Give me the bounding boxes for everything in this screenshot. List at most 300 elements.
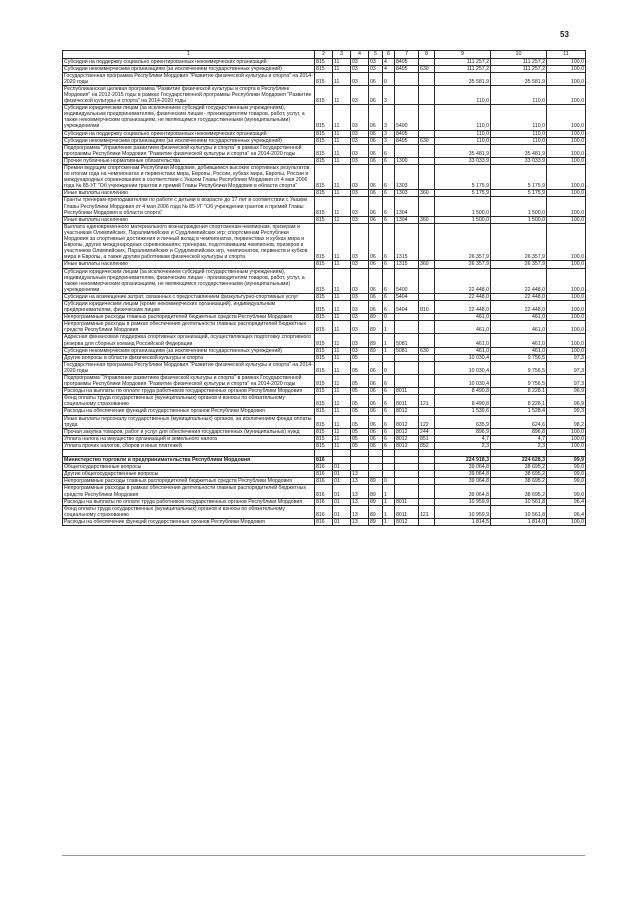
row-code-article <box>395 321 419 334</box>
row-code-article <box>395 314 419 321</box>
row-code-subsection: 03 <box>351 268 369 293</box>
row-value-actual: 1 500,0 <box>491 197 547 216</box>
row-code-grbs: 815 <box>315 375 333 388</box>
row-value-plan: 10 030,4 <box>435 375 491 388</box>
row-code-grbs: 815 <box>315 354 333 361</box>
row-code-section: 11 <box>333 334 351 347</box>
row-code-expense-type <box>419 293 435 300</box>
row-code-section: 11 <box>333 165 351 190</box>
row-code-subprogram: 6 <box>383 197 395 216</box>
row-code-expense-type <box>419 361 435 374</box>
row-code-article <box>395 471 419 478</box>
row-value-actual: 5 175,9 <box>491 190 547 197</box>
row-code-subsection: 13 <box>351 498 369 505</box>
row-name: Премии ведущим спортсменам Республики Мордовия, добившимся высоких спортивных результатов по итогам года на чемпионатах и первенствах мира, Европы, России, кубках мира, Европы, России и международных соревнованиях в соответствии с Указом Главы Республики Мордовия от 4 мая 2006 года № 85-УГ "Об учреждении грантов и премий Главы Республики Мордовия в области спорта" <box>63 165 315 190</box>
row-name <box>63 450 315 457</box>
row-code-program: 06 <box>369 216 383 223</box>
row-value-plan: 1 539,6 <box>435 408 491 415</box>
row-code-program: 06 <box>369 388 383 395</box>
table-body <box>63 58 586 525</box>
row-code-subsection: 03 <box>351 137 369 144</box>
row-code-grbs: 815 <box>315 428 333 435</box>
row-value-plan: 39 064,8 <box>435 471 491 478</box>
row-code-article: 8011 <box>395 395 419 408</box>
row-value-actual: 111 257,2 <box>491 58 547 65</box>
row-value-actual: 38 695,2 <box>491 485 547 498</box>
column-header: 10 <box>491 51 547 59</box>
row-code-subsection <box>351 457 369 464</box>
table-row <box>63 261 586 268</box>
row-code-expense-type <box>419 197 435 216</box>
table-row <box>63 334 586 347</box>
row-code-subsection: 03 <box>351 144 369 157</box>
row-name: Субсидии юридическим лицам (за исключением субсидий государственным учреждениям), индивидуальным предпринимателям, физическим лицам - производителям товаров, работ, услуг, а также некоммерческим организациям, не являющимся государственными (муниципальными) учреждениями <box>63 268 315 293</box>
table-row <box>63 435 586 442</box>
row-code-expense-type <box>419 268 435 293</box>
row-value-plan: 39 064,8 <box>435 478 491 485</box>
row-code-article: 5081 <box>395 334 419 347</box>
row-code-section: 01 <box>333 518 351 525</box>
table-row <box>63 518 586 525</box>
column-header: 4 <box>351 51 369 59</box>
row-code-subprogram <box>383 354 395 361</box>
row-value-plan: 26 357,9 <box>435 223 491 261</box>
row-code-subprogram: 0 <box>383 478 395 485</box>
row-code-subprogram: 6 <box>383 395 395 408</box>
row-value-plan: 10 959,9 <box>435 505 491 518</box>
row-code-grbs: 815 <box>315 347 333 354</box>
row-code-subprogram <box>383 464 395 471</box>
column-header: 9 <box>435 51 491 59</box>
row-code-expense-type <box>419 157 435 164</box>
row-code-expense-type <box>419 478 435 485</box>
row-code-expense-type <box>419 375 435 388</box>
row-code-grbs: 815 <box>315 388 333 395</box>
row-code-expense-type <box>419 408 435 415</box>
row-value-percent: 100,0 <box>547 165 586 190</box>
row-code-section: 11 <box>333 408 351 415</box>
row-code-expense-type <box>419 130 435 137</box>
row-code-subprogram: 1 <box>383 505 395 518</box>
row-name: Подпрограмма "Управление развитием физической культуры и спорта" в рамках Государственной программы Республики Мордовия "Развитие физической культуры и спорта" на 2014-2020 годы <box>63 375 315 388</box>
row-code-article <box>395 450 419 457</box>
row-code-article <box>395 375 419 388</box>
row-code-subsection: 05 <box>351 361 369 374</box>
row-code-expense-type <box>419 388 435 395</box>
row-code-section: 11 <box>333 144 351 157</box>
row-code-section: 11 <box>333 130 351 137</box>
row-code-section: 11 <box>333 85 351 104</box>
row-code-program: 06 <box>369 130 383 137</box>
row-value-plan: 8 490,8 <box>435 388 491 395</box>
row-name: Гранты тренерам-преподавателям по работе с детьми в возрасте до 17 лет в соответствии с Указом Главы Республики Мордовия от 4 мая 2006 года № 85-УГ "Об учреждении грантов и премий Главы Республики Мордовия в области спорта" <box>63 197 315 216</box>
row-value-percent: 100,0 <box>547 435 586 442</box>
row-code-expense-type <box>419 498 435 505</box>
table-row <box>63 485 586 498</box>
row-code-subprogram: 4 <box>383 65 395 72</box>
row-value-actual: 896,8 <box>491 428 547 435</box>
row-value-actual: 33 033,9 <box>491 157 547 164</box>
row-value-percent: 100,0 <box>547 130 586 137</box>
row-code-subsection: 05 <box>351 395 369 408</box>
row-value-percent: 99,0 <box>547 464 586 471</box>
row-code-grbs: 815 <box>315 65 333 72</box>
row-value-actual: 8 228,1 <box>491 395 547 408</box>
row-code-grbs: 815 <box>315 58 333 65</box>
row-name: Иные выплаты населению <box>63 216 315 223</box>
row-code-section: 11 <box>333 105 351 130</box>
row-code-expense-type <box>419 314 435 321</box>
row-value-actual: 35 481,9 <box>491 144 547 157</box>
row-value-plan: 10 030,4 <box>435 361 491 374</box>
table-row <box>63 321 586 334</box>
row-value-actual: 26 357,9 <box>491 223 547 261</box>
row-code-section: 11 <box>333 58 351 65</box>
row-value-actual: 38 695,2 <box>491 478 547 485</box>
row-name: Другие вопросы в области физической культуры и спорта <box>63 354 315 361</box>
row-code-subprogram: 6 <box>383 268 395 293</box>
table-row <box>63 157 586 164</box>
column-header: 1 <box>63 51 315 59</box>
row-code-program: 89 <box>369 314 383 321</box>
row-value-percent: 96,4 <box>547 505 586 518</box>
row-value-plan: 1 500,0 <box>435 216 491 223</box>
row-value-plan: 896,9 <box>435 428 491 435</box>
table-row <box>63 408 586 415</box>
row-code-program <box>369 450 383 457</box>
row-value-percent: 97,3 <box>547 354 586 361</box>
row-value-percent: 100,0 <box>547 137 586 144</box>
row-code-program: 89 <box>369 478 383 485</box>
row-code-program: 06 <box>369 165 383 190</box>
row-code-article: 1304 <box>395 197 419 216</box>
row-code-article: 8405 <box>395 65 419 72</box>
row-code-section: 11 <box>333 354 351 361</box>
row-value-percent: 100,0 <box>547 85 586 104</box>
row-code-subsection: 05 <box>351 428 369 435</box>
row-code-subsection: 03 <box>351 190 369 197</box>
row-code-article: 5081 <box>395 347 419 354</box>
row-code-section: 11 <box>333 197 351 216</box>
row-value-percent: 100,0 <box>547 157 586 164</box>
row-code-grbs: 815 <box>315 334 333 347</box>
table-row <box>63 72 586 85</box>
row-code-article: 8405 <box>395 130 419 137</box>
row-value-plan: 111 257,2 <box>435 58 491 65</box>
row-code-subsection: 03 <box>351 58 369 65</box>
row-code-article: 5400 <box>395 268 419 293</box>
row-code-grbs: 815 <box>315 435 333 442</box>
row-code-program: 06 <box>369 268 383 293</box>
row-value-actual: 1 500,0 <box>491 216 547 223</box>
table-row <box>63 375 586 388</box>
row-code-expense-type: 851 <box>419 435 435 442</box>
row-code-grbs: 815 <box>315 190 333 197</box>
table-row <box>63 85 586 104</box>
row-code-grbs: 815 <box>315 314 333 321</box>
table-row <box>63 442 586 449</box>
row-value-actual: 1 528,4 <box>491 408 547 415</box>
row-code-grbs: 815 <box>315 268 333 293</box>
row-code-section: 11 <box>333 72 351 85</box>
table-row <box>63 428 586 435</box>
column-header: 6 <box>383 51 395 59</box>
table-row <box>63 223 586 261</box>
row-name: Уплата налога на имущество организаций и земельного налога <box>63 435 315 442</box>
row-code-grbs: 815 <box>315 300 333 313</box>
table-row <box>63 65 586 72</box>
row-code-subsection: 05 <box>351 442 369 449</box>
row-name: Непрограммные расходы главных распорядителей бюджетных средств Республики Мордовия <box>63 314 315 321</box>
column-header: 5 <box>369 51 383 59</box>
row-value-percent: 100,0 <box>547 334 586 347</box>
row-value-actual: 111 257,2 <box>491 65 547 72</box>
table-row <box>63 505 586 518</box>
row-code-program: 89 <box>369 347 383 354</box>
row-code-program <box>369 471 383 478</box>
row-code-expense-type <box>419 72 435 85</box>
row-code-subprogram: 6 <box>383 415 395 428</box>
row-code-program: 06 <box>369 300 383 313</box>
row-code-program: 06 <box>369 435 383 442</box>
row-value-percent: 100,0 <box>547 518 586 525</box>
row-code-program: 89 <box>369 485 383 498</box>
row-value-actual: 5 175,9 <box>491 165 547 190</box>
row-code-expense-type: 360 <box>419 261 435 268</box>
row-name: Расходы на выплаты по оплате труда работников государственных органов Республики Мордовия <box>63 498 315 505</box>
row-name: Субсидии некоммерческим организациям (за исключением государственных учреждений) <box>63 137 315 144</box>
row-code-section: 01 <box>333 471 351 478</box>
row-value-percent: 96,9 <box>547 395 586 408</box>
row-name: Иные выплаты населению <box>63 190 315 197</box>
row-code-subsection: 03 <box>351 293 369 300</box>
row-code-expense-type <box>419 165 435 190</box>
column-header: 3 <box>333 51 351 59</box>
row-name: Министерство торговли и предпринимательства Республики Мордовия <box>63 457 315 464</box>
row-code-program: 06 <box>369 395 383 408</box>
row-code-program: 06 <box>369 261 383 268</box>
row-code-article: 8012 <box>395 442 419 449</box>
row-name: Непрограммные расходы главных распорядителей бюджетных средств Республики Мордовия <box>63 478 315 485</box>
table-row <box>63 457 586 464</box>
row-value-percent: 100,0 <box>547 314 586 321</box>
row-value-percent: 100,0 <box>547 190 586 197</box>
row-code-grbs: 816 <box>315 478 333 485</box>
row-value-percent: 100,0 <box>547 144 586 157</box>
row-code-subprogram: 6 <box>383 223 395 261</box>
row-value-plan: 2,3 <box>435 442 491 449</box>
row-value-percent: 100,0 <box>547 223 586 261</box>
row-code-subprogram <box>383 450 395 457</box>
row-code-subsection: 05 <box>351 388 369 395</box>
row-value-plan: 35 581,9 <box>435 72 491 85</box>
table-row <box>63 268 586 293</box>
row-code-subprogram: 6 <box>383 190 395 197</box>
row-code-grbs: 815 <box>315 395 333 408</box>
row-code-section: 11 <box>333 300 351 313</box>
row-code-program: 06 <box>369 442 383 449</box>
table-row <box>63 415 586 428</box>
row-code-subsection: 03 <box>351 130 369 137</box>
row-value-actual: 110,0 <box>491 137 547 144</box>
row-code-subprogram: 6 <box>383 157 395 164</box>
row-name: Субсидии некоммерческим организациям (за исключением государственных учреждений) <box>63 65 315 72</box>
row-code-subsection: 05 <box>351 435 369 442</box>
row-code-expense-type: 122 <box>419 415 435 428</box>
row-code-subprogram: 6 <box>383 216 395 223</box>
row-code-article: 1303 <box>395 165 419 190</box>
table-row <box>63 216 586 223</box>
row-name: Субсидии некоммерческим организациям (за исключением государственных учреждений) <box>63 347 315 354</box>
row-code-subsection: 05 <box>351 415 369 428</box>
row-code-article: 5404 <box>395 300 419 313</box>
row-code-subprogram: 6 <box>383 261 395 268</box>
row-code-subprogram: 0 <box>383 72 395 85</box>
row-code-program: 89 <box>369 334 383 347</box>
row-value-plan: 461,0 <box>435 314 491 321</box>
row-code-expense-type: 360 <box>419 216 435 223</box>
row-value-plan: 35 481,9 <box>435 144 491 157</box>
row-code-subprogram: 6 <box>383 144 395 157</box>
row-code-subsection: 03 <box>351 72 369 85</box>
row-value-plan: 22 448,0 <box>435 300 491 313</box>
row-code-section: 01 <box>333 505 351 518</box>
row-code-program: 06 <box>369 85 383 104</box>
row-value-percent: 99,0 <box>547 478 586 485</box>
row-code-expense-type <box>419 450 435 457</box>
row-code-subprogram: 3 <box>383 105 395 130</box>
row-value-percent: 99,3 <box>547 408 586 415</box>
row-value-plan: 635,9 <box>435 415 491 428</box>
row-code-section: 11 <box>333 268 351 293</box>
row-code-program: 06 <box>369 157 383 164</box>
row-code-section: 11 <box>333 157 351 164</box>
row-code-grbs: 815 <box>315 321 333 334</box>
row-code-program: 03 <box>369 58 383 65</box>
row-code-article: 5404 <box>395 293 419 300</box>
column-header-row <box>63 51 586 59</box>
row-code-expense-type <box>419 464 435 471</box>
row-code-grbs: 816 <box>315 464 333 471</box>
row-code-grbs: 815 <box>315 261 333 268</box>
row-name: Фонд оплаты труда государственных (муниципальных) органов и взносы по обязательному социальному страхованию <box>63 505 315 518</box>
row-code-subsection: 03 <box>351 314 369 321</box>
row-value-percent: 100,0 <box>547 268 586 293</box>
page-number: 53 <box>560 30 569 39</box>
row-code-section: 11 <box>333 375 351 388</box>
row-name: Субсидии на возмещение затрат, связанных с предоставлением физкультурно-спортивных услуг <box>63 293 315 300</box>
row-code-subprogram: 1 <box>383 347 395 354</box>
row-value-plan: 10 959,9 <box>435 498 491 505</box>
row-name: Подпрограмма "Управление развитием физической культуры и спорта" в рамках Государственной программы Республики Мордовия "Развитие физической культуры и спорта" на 2014-2020 годы <box>63 144 315 157</box>
row-value-percent: 99,0 <box>547 485 586 498</box>
row-value-percent: 98,2 <box>547 415 586 428</box>
row-value-plan: 26 357,9 <box>435 261 491 268</box>
table-row <box>63 354 586 361</box>
row-code-article <box>395 464 419 471</box>
row-name: Субсидии на поддержку социально ориентированных некоммерческих организаций <box>63 130 315 137</box>
row-code-subprogram: 3 <box>383 130 395 137</box>
row-code-grbs: 815 <box>315 216 333 223</box>
row-value-actual: 26 357,9 <box>491 261 547 268</box>
row-code-section: 01 <box>333 464 351 471</box>
row-code-grbs: 815 <box>315 165 333 190</box>
row-code-expense-type <box>419 85 435 104</box>
row-code-article <box>395 354 419 361</box>
row-code-article: 8012 <box>395 415 419 428</box>
row-code-article <box>395 72 419 85</box>
row-code-subprogram: 0 <box>383 314 395 321</box>
row-code-program: 06 <box>369 375 383 388</box>
row-code-program: 06 <box>369 415 383 428</box>
row-code-section <box>333 457 351 464</box>
row-code-expense-type <box>419 334 435 347</box>
row-code-program: 06 <box>369 428 383 435</box>
row-value-percent: 99,0 <box>547 471 586 478</box>
row-code-program: 06 <box>369 72 383 85</box>
row-code-grbs: 815 <box>315 408 333 415</box>
row-value-percent: 100,0 <box>547 216 586 223</box>
row-code-section: 11 <box>333 293 351 300</box>
row-value-actual: 9 756,5 <box>491 354 547 361</box>
row-value-actual: 461,0 <box>491 314 547 321</box>
row-code-grbs: 816 <box>315 471 333 478</box>
row-code-subsection: 03 <box>351 300 369 313</box>
row-code-subprogram: 3 <box>383 85 395 104</box>
row-name: Расходы на обеспечение функций государственных органов Республики Мордовия <box>63 408 315 415</box>
row-code-subprogram: 1 <box>383 321 395 334</box>
row-value-actual: 110,0 <box>491 105 547 130</box>
row-value-actual: 461,0 <box>491 334 547 347</box>
row-code-section: 11 <box>333 347 351 354</box>
row-value-actual: 624,6 <box>491 415 547 428</box>
row-code-expense-type <box>419 321 435 334</box>
row-code-grbs: 816 <box>315 485 333 498</box>
row-code-article: 8011 <box>395 498 419 505</box>
row-code-section: 01 <box>333 498 351 505</box>
table-row <box>63 478 586 485</box>
row-code-article: 8011 <box>395 388 419 395</box>
table-row <box>63 471 586 478</box>
row-value-actual: 224 628,3 <box>491 457 547 464</box>
row-code-program <box>369 354 383 361</box>
row-value-percent: 100,0 <box>547 442 586 449</box>
row-value-actual: 22 448,0 <box>491 300 547 313</box>
row-code-expense-type: 630 <box>419 65 435 72</box>
row-code-article: 8012 <box>395 518 419 525</box>
table-row <box>63 450 586 457</box>
row-name: Субсидии юридическим лицам (за исключением субсидий государственным учреждениям), индивидуальным предпринимателям, физическим лицам - производителям товаров, работ, услуг, а также некоммерческим организациям, не являющимся государственными (муниципальными) учреждениями <box>63 105 315 130</box>
row-code-expense-type: 360 <box>419 190 435 197</box>
row-code-article: 1300 <box>395 157 419 164</box>
table-row <box>63 197 586 216</box>
row-name: Расходы на выплаты по оплате труда работников государственных органов Республики Мордовия <box>63 388 315 395</box>
row-value-actual: 8 228,1 <box>491 388 547 395</box>
row-code-subsection: 03 <box>351 334 369 347</box>
row-code-subsection: 03 <box>351 165 369 190</box>
row-code-subsection: 13 <box>351 471 369 478</box>
row-code-section: 11 <box>333 261 351 268</box>
row-code-article <box>395 478 419 485</box>
row-value-plan <box>435 450 491 457</box>
row-code-grbs: 815 <box>315 85 333 104</box>
row-value-plan: 10 030,4 <box>435 354 491 361</box>
row-value-percent: 97,3 <box>547 375 586 388</box>
row-value-actual: 4,7 <box>491 435 547 442</box>
row-code-subsection: 05 <box>351 354 369 361</box>
row-value-plan: 4,7 <box>435 435 491 442</box>
row-name: Государственная программа Республики Мордовия "Развитие физической культуры и спорта" на 2014-2020 годы <box>64 361 313 374</box>
